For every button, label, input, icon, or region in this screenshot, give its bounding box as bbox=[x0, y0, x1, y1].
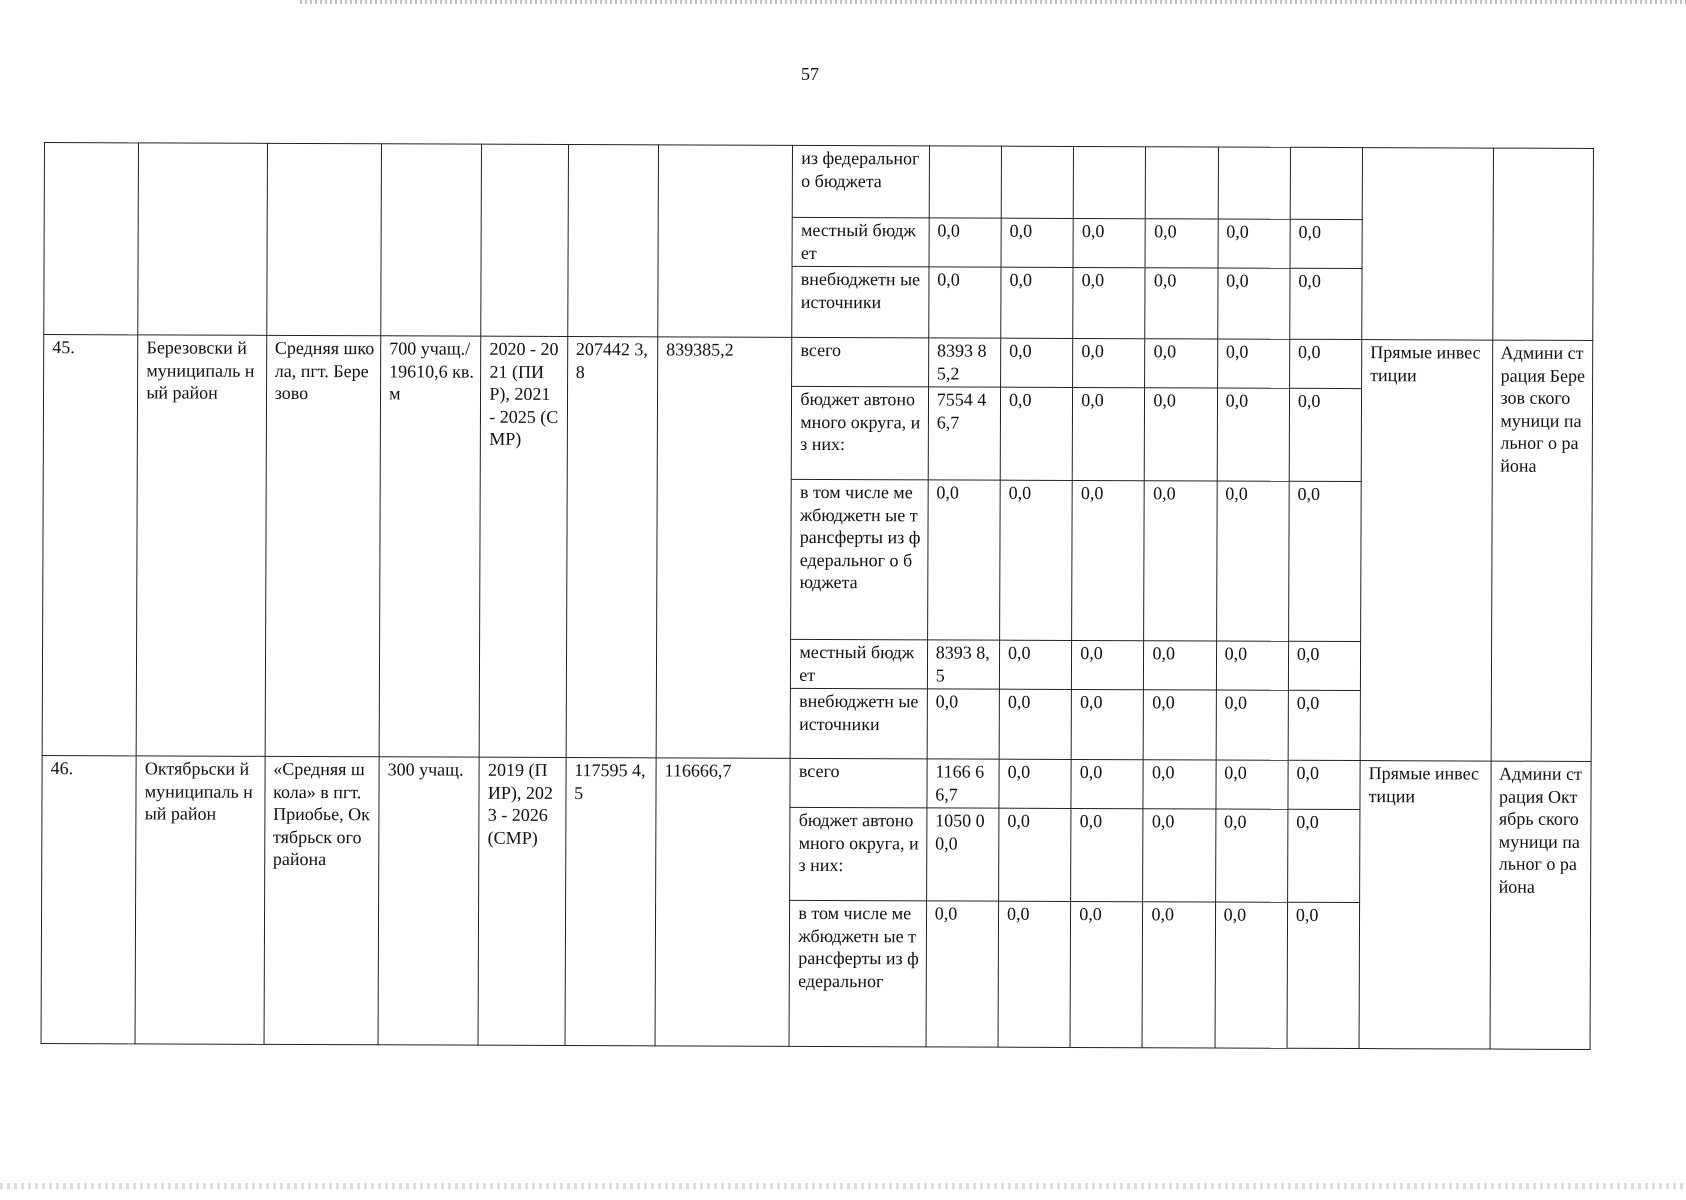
funding-source-cell: всего bbox=[792, 337, 929, 387]
value-cell: 0,0 bbox=[1145, 219, 1217, 268]
funding-source-cell: местный бюджет bbox=[792, 217, 929, 267]
value-cell: 0,0 bbox=[1143, 809, 1216, 902]
page-number: 57 bbox=[801, 64, 819, 84]
value-cell bbox=[1001, 146, 1073, 218]
period-cell: 2020 - 2021 (ПИР), 2021 - 2025 (СМР) bbox=[480, 336, 568, 757]
estimated-cost-cell: 117595 4,5 bbox=[565, 758, 656, 1046]
value-cell: 0,0 bbox=[1001, 267, 1073, 338]
value-cell: 0,0 bbox=[1288, 481, 1361, 641]
funding-source-cell: в том числе межбюджетн ые трансферты из федеральног о бюджета bbox=[791, 479, 928, 640]
value-cell: 0,0 bbox=[1216, 760, 1288, 809]
value-cell: 0,0 bbox=[927, 689, 999, 759]
value-cell bbox=[1218, 147, 1290, 219]
value-cell: 0,0 bbox=[1216, 481, 1289, 641]
value-cell: 0,0 bbox=[1145, 268, 1217, 339]
customer-cell: Админи страция Октябрь ского муници пальног о района bbox=[1490, 761, 1592, 1049]
value-cell: 0,0 bbox=[1143, 760, 1215, 809]
value-cell: 0,0 bbox=[1000, 387, 1073, 480]
value-cell: 1050 00,0 bbox=[926, 808, 999, 901]
value-cell: 0,0 bbox=[1288, 760, 1360, 809]
value-cell: 0,0 bbox=[998, 901, 1071, 1047]
capacity-cell: 700 учащ./ 19610,6 кв. м bbox=[379, 336, 481, 757]
value-cell: 0,0 bbox=[1072, 387, 1145, 480]
value-cell: 0,0 bbox=[1287, 902, 1360, 1048]
district-cell: Октябрьски й муниципаль ный район bbox=[135, 756, 265, 1044]
value-cell: 0,0 bbox=[1144, 641, 1216, 690]
customer-cell: Админи страция Березов ского муници пальног о района bbox=[1491, 340, 1593, 761]
value-cell: 0,0 bbox=[1073, 218, 1145, 267]
value-cell: 0,0 bbox=[1073, 338, 1145, 387]
funding-source-cell: внебюджетн ые источники bbox=[792, 266, 929, 338]
funding-source-cell: местный бюджет bbox=[791, 639, 928, 689]
value-cell: 0,0 bbox=[1000, 480, 1073, 640]
value-cell: 0,0 bbox=[1288, 690, 1360, 760]
value-cell: 0,0 bbox=[1072, 640, 1144, 689]
value-cell: 8393 8,5 bbox=[927, 640, 999, 689]
value-cell: 0,0 bbox=[1145, 388, 1218, 481]
value-cell bbox=[929, 146, 1001, 218]
object-cell: «Средняя школа» в пгт. Приобье, Октябрьск ого района bbox=[264, 756, 379, 1044]
value-cell: 0,0 bbox=[1070, 901, 1143, 1047]
value-cell: 0,0 bbox=[1071, 689, 1143, 759]
value-cell: 0,0 bbox=[1290, 219, 1362, 268]
project-number: 46. bbox=[41, 755, 136, 1043]
value-cell: 0,0 bbox=[999, 689, 1071, 759]
table-row bbox=[44, 335, 1593, 390]
value-cell: 0,0 bbox=[1289, 388, 1362, 481]
carryover-capacity-cell bbox=[381, 144, 482, 336]
scan-artifact-top bbox=[300, 0, 1686, 4]
value-cell: 0,0 bbox=[1217, 339, 1289, 388]
value-cell: 0,0 bbox=[1073, 267, 1145, 338]
funding-source-cell: внебюджетн ые источники bbox=[790, 688, 927, 759]
value-cell: 0,0 bbox=[929, 267, 1001, 338]
carryover-mechanism-cell bbox=[1362, 148, 1493, 340]
value-cell: 0,0 bbox=[999, 808, 1072, 901]
value-cell: 0,0 bbox=[927, 480, 1000, 640]
value-cell: 0,0 bbox=[1218, 219, 1290, 268]
scan-artifact-bottom bbox=[0, 1183, 1686, 1189]
value-cell: 0,0 bbox=[1001, 218, 1073, 267]
estimated-cost-cell: 207442 3,8 bbox=[566, 337, 658, 758]
value-cell: 0,0 bbox=[1144, 481, 1217, 641]
value-cell: 0,0 bbox=[1216, 690, 1288, 760]
carryover-district-cell bbox=[138, 143, 267, 335]
remaining-cost-cell: 116666,7 bbox=[655, 758, 791, 1047]
value-cell: 1166 66,7 bbox=[927, 759, 999, 808]
table-row bbox=[42, 755, 1591, 810]
value-cell: 0,0 bbox=[1142, 902, 1215, 1048]
capacity-cell: 300 учащ. bbox=[378, 757, 479, 1045]
mechanism-cell: Прямые инвестиции bbox=[1359, 761, 1491, 1049]
value-cell bbox=[1290, 147, 1362, 219]
value-cell: 0,0 bbox=[1287, 809, 1360, 902]
carryover-customer-cell bbox=[1492, 148, 1593, 340]
value-cell: 0,0 bbox=[1145, 339, 1217, 388]
funding-source-cell: бюджет автономного округа, из них: bbox=[790, 807, 927, 901]
period-cell: 2019 (ПИР), 2023 - 2026 (СМР) bbox=[478, 757, 565, 1045]
value-cell: 0,0 bbox=[1001, 338, 1073, 387]
funding-source-cell: из федеральног о бюджета bbox=[793, 145, 930, 218]
carryover-number-cell bbox=[44, 143, 139, 335]
value-cell: 0,0 bbox=[1071, 808, 1144, 901]
value-cell: 0,0 bbox=[1216, 641, 1288, 690]
value-cell: 0,0 bbox=[926, 901, 999, 1047]
value-cell: 0,0 bbox=[1288, 641, 1360, 690]
funding-source-cell: в том числе межбюджетн ые трансферты из федеральног bbox=[789, 900, 926, 1047]
value-cell: 0,0 bbox=[1290, 268, 1362, 339]
value-cell: 0,0 bbox=[1217, 268, 1289, 339]
mechanism-cell: Прямые инвестиции bbox=[1360, 340, 1492, 761]
value-cell: 0,0 bbox=[1072, 480, 1145, 640]
table-row bbox=[44, 143, 1593, 221]
district-cell: Березовски й муниципаль ный район bbox=[136, 335, 266, 756]
value-cell: 0,0 bbox=[1215, 902, 1288, 1048]
investment-table bbox=[41, 142, 1594, 1050]
object-cell: Средняя школа, пгт. Березово bbox=[265, 335, 381, 756]
value-cell: 0,0 bbox=[1217, 388, 1290, 481]
value-cell: 0,0 bbox=[1215, 809, 1288, 902]
value-cell: 0,0 bbox=[929, 218, 1001, 267]
carryover-period-cell bbox=[481, 144, 568, 336]
carryover-remaining-cost-cell bbox=[658, 145, 793, 338]
remaining-cost-cell: 839385,2 bbox=[656, 337, 792, 759]
carryover-estimated-cost-cell bbox=[567, 145, 658, 337]
value-cell bbox=[1146, 147, 1218, 219]
carryover-object-cell bbox=[266, 143, 381, 335]
value-cell: 0,0 bbox=[1289, 339, 1361, 388]
value-cell: 8393 85,2 bbox=[928, 338, 1000, 387]
value-cell bbox=[1073, 146, 1145, 218]
funding-source-cell: всего bbox=[790, 758, 927, 808]
funding-source-cell: бюджет автономного округа, из них: bbox=[792, 386, 929, 480]
value-cell: 0,0 bbox=[1144, 690, 1216, 760]
value-cell: 0,0 bbox=[1071, 759, 1143, 808]
project-number: 45. bbox=[42, 335, 138, 756]
value-cell: 0,0 bbox=[999, 640, 1071, 689]
value-cell: 0,0 bbox=[999, 759, 1071, 808]
value-cell: 7554 46,7 bbox=[928, 387, 1001, 480]
